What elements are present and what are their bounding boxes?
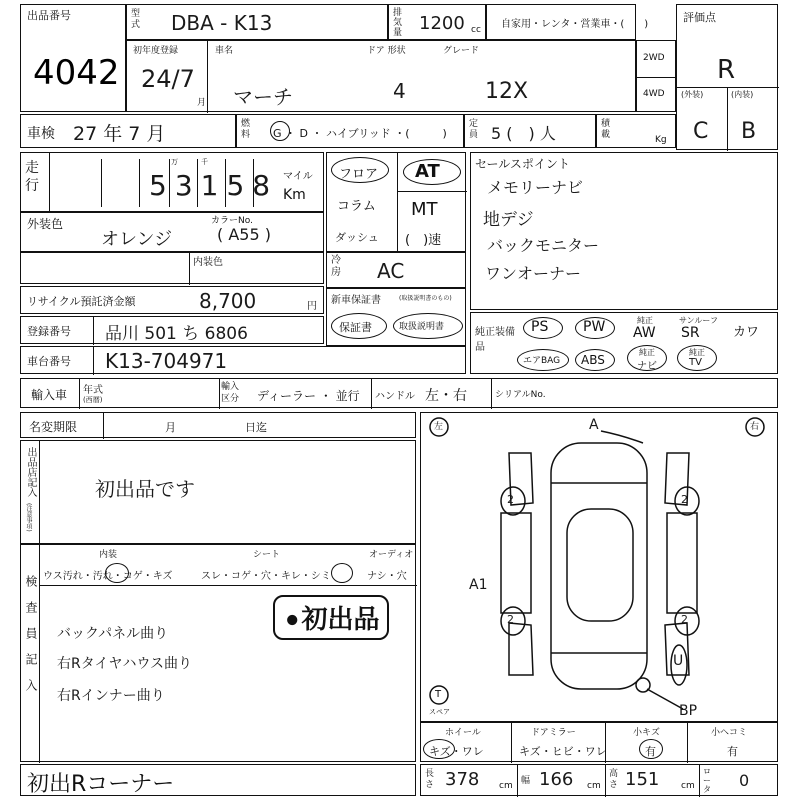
mileage-sen: 千	[201, 158, 208, 166]
column-label: コラム	[337, 199, 376, 214]
mt-label: MT	[411, 199, 438, 220]
car-diagram-box	[420, 412, 778, 722]
interior-options: ウス汚れ・汚れ・コゲ・キズ	[43, 571, 173, 582]
length-unit: cm	[499, 781, 513, 791]
chassis-value: K13-704971	[105, 349, 228, 373]
fuel-selected-circle	[270, 121, 290, 141]
usage-box	[486, 4, 649, 40]
warranty-label: 新車保証書	[331, 295, 381, 306]
mileage-label: 走行	[25, 160, 39, 194]
recycle-box	[20, 286, 324, 314]
mark-bp: BP	[679, 703, 698, 719]
evaluation-score: R	[717, 55, 736, 85]
warranty-box	[326, 288, 466, 346]
equip-pw: PW	[583, 319, 606, 335]
spec-box	[126, 40, 636, 112]
equip-airbag: エアBAG	[523, 356, 561, 366]
usage-value: 自家用・レンタ・営業車・( )	[501, 19, 649, 30]
length-value: 378	[445, 769, 480, 790]
speed-label: ( )速	[405, 233, 442, 248]
mileage-man: 万	[171, 158, 178, 166]
equipment-label: 純正装備品	[475, 327, 515, 353]
recycle-unit: 円	[307, 301, 317, 312]
ac-value: AC	[377, 259, 405, 283]
stamp-icon: ⚫	[283, 609, 302, 634]
displacement-value: 1200	[419, 13, 465, 34]
sales-points-box	[470, 152, 778, 310]
import-year-sub: (西暦)	[83, 396, 103, 404]
audio-options: ナシ・穴	[367, 571, 407, 582]
door-label: ドア 形状	[367, 46, 406, 56]
rotor-value: 0	[739, 771, 750, 790]
stamp-text: 初出品	[301, 605, 380, 635]
model-box	[126, 4, 388, 40]
mark-2-fl: 2	[507, 493, 514, 506]
shaken-value: 27 年 7 月	[73, 123, 166, 145]
equip-ps: PS	[531, 319, 549, 335]
recycle-value: 8,700	[199, 289, 257, 313]
dimensions-box	[420, 764, 778, 796]
remark-1: バックパネル曲り	[57, 626, 169, 642]
import-label: 輸入車	[31, 388, 68, 402]
color-no-label: カラーNo.	[211, 216, 253, 226]
interior-color-box	[20, 252, 324, 284]
car-diagram	[421, 413, 779, 723]
equip-abs: ABS	[581, 353, 605, 367]
diagram-right: 右	[750, 422, 760, 432]
fuel-options: G ・ D ・ ハイブリッド ・( )	[273, 127, 447, 140]
small-scratch-label: 小キズ	[633, 728, 660, 738]
exterior-score: C	[693, 119, 709, 144]
first-reg-month: 月	[197, 98, 207, 108]
mirror-options: キズ・ヒビ・ワレ	[519, 745, 607, 758]
warranty-cert: 保証書	[339, 321, 372, 334]
displacement-unit: cc	[471, 25, 481, 35]
equip-aw: AW	[633, 325, 656, 341]
small-scratch-value: 有	[645, 745, 656, 758]
color-box	[20, 212, 324, 252]
handle-label: ハンドル	[375, 391, 415, 402]
load-box	[596, 114, 676, 148]
first-listing-stamp	[273, 595, 389, 640]
chassis-label: 車台番号	[27, 355, 71, 368]
small-dent-label: 小ヘコミ	[711, 728, 748, 738]
chassis-box	[20, 346, 466, 374]
mark-a: A	[589, 417, 599, 433]
mileage-km-unit: Km	[283, 187, 306, 203]
capacity-value: 5 ( ) 人	[491, 124, 556, 143]
wheel-label: ホイール	[445, 728, 481, 738]
cat-audio: オーディオ	[369, 550, 414, 560]
equipment-box	[470, 312, 778, 374]
diagram-left: 左	[434, 422, 444, 432]
inspector-notes-box	[20, 544, 416, 762]
sales-point-4: ワンオーナー	[485, 264, 582, 283]
shaken-label: 車検	[27, 126, 55, 142]
cat-seat: シート	[253, 550, 281, 560]
spare-mark: T	[435, 689, 442, 700]
import-year-label: 年式	[83, 385, 103, 396]
mark-u: U	[673, 653, 684, 669]
remark-2: 右Rタイヤハウス曲り	[57, 656, 193, 672]
mark-2-rr: 2	[681, 613, 688, 626]
lot-number-label: 出品番号	[27, 9, 71, 22]
equip-aw-label: 純正	[637, 316, 653, 325]
equip-tv-label: 純正	[689, 348, 705, 357]
seat-options: スレ・コゲ・穴・キレ・シミ	[201, 571, 331, 582]
interior-dirt-circle	[105, 563, 129, 583]
equip-kawa: カワ	[733, 325, 760, 340]
color-no-value: ( A55 )	[217, 225, 271, 244]
interior-label: (内装)	[731, 90, 754, 99]
evaluation-label: 評価点	[683, 11, 716, 24]
corner-text: 初出Rコーナー	[27, 772, 175, 797]
sales-point-1: メモリーナビ	[487, 178, 584, 197]
load-label: 積載	[601, 119, 611, 140]
store-notes-box	[20, 440, 416, 544]
handle-value: 左・右	[425, 388, 467, 404]
displacement-label: 排気量	[393, 8, 403, 38]
recycle-label: リサイクル預託済金額	[27, 295, 136, 308]
mileage-mile-unit: マイル	[283, 171, 313, 182]
sales-point-2: 地デジ	[483, 210, 534, 230]
store-notes-sub: (注意事項)	[25, 503, 32, 532]
at-label: AT	[415, 161, 440, 182]
mark-2-rl: 2	[507, 613, 514, 626]
door-value: 4	[393, 79, 406, 103]
equip-sr: SR	[681, 325, 700, 341]
width-unit: cm	[587, 781, 601, 791]
spare-label: スペア	[429, 708, 450, 716]
meihen-box	[20, 412, 416, 438]
mark-2-fr: 2	[681, 493, 688, 506]
warranty-sub: (取扱説明書のもの)	[399, 295, 452, 302]
cat-interior: 内装	[99, 550, 118, 560]
equip-sr-label: サンルーフ	[679, 316, 718, 325]
fuel-box	[236, 114, 464, 148]
evaluation-box	[676, 4, 778, 150]
meihen-label: 名変期限	[29, 420, 78, 434]
serial-label: シリアルNo.	[495, 390, 546, 400]
displacement-box	[388, 4, 486, 40]
mirror-label: ドアミラー	[531, 728, 576, 738]
store-notes-text: 初出品です	[95, 477, 195, 501]
warranty-manual: 取扱説明書	[399, 322, 445, 332]
small-scratch-circle	[639, 739, 663, 759]
car-name-label: 車名	[215, 46, 234, 56]
interior-color-label: 内装色	[193, 257, 223, 268]
import-kubun-label: 輸入区分	[221, 382, 240, 404]
mileage-digits: 53158	[149, 169, 279, 202]
color-value: オレンジ	[101, 229, 173, 250]
grade-label: グレード	[443, 46, 480, 56]
fuel-label: 燃料	[241, 119, 251, 140]
defects-box	[420, 722, 778, 762]
height-unit: cm	[681, 781, 695, 791]
drive-2wd: 2WD	[643, 53, 665, 63]
seat-stain-circle	[331, 563, 353, 583]
model-label: 型式	[131, 9, 141, 30]
equip-tv: TV	[689, 357, 702, 368]
lot-number-box	[20, 4, 126, 112]
shaken-box	[20, 114, 236, 148]
inspector-label: 検査員記入	[24, 575, 38, 705]
import-box	[20, 378, 778, 408]
wheel-options: キズ・ワレ	[429, 745, 484, 758]
remark-3: 右Rインナー曲り	[57, 688, 165, 704]
grade-value: 12X	[485, 79, 529, 104]
equip-navi: ナビ	[637, 361, 657, 372]
sales-points-label: セールスポイント	[475, 157, 570, 171]
mark-a1: A1	[469, 577, 488, 593]
first-reg-label: 初年度登録	[133, 46, 179, 56]
mileage-box	[20, 152, 324, 212]
sales-point-3: バックモニター	[487, 236, 600, 255]
lot-number: 4042	[33, 53, 120, 93]
import-kubun-value: ディーラー ・ 並行	[257, 389, 360, 403]
small-dent-value: 有	[727, 745, 738, 758]
interior-score: B	[741, 119, 757, 144]
exterior-label: (外装)	[681, 90, 704, 99]
wheel-scratch-circle	[423, 739, 455, 759]
equip-navi-label: 純正	[639, 348, 655, 357]
dash-label: ダッシュ	[335, 231, 379, 244]
first-reg-value: 24/7	[141, 65, 195, 93]
color-label: 外装色	[27, 217, 64, 231]
width-value: 166	[539, 769, 574, 790]
registration-label: 登録番号	[27, 325, 71, 338]
capacity-box	[464, 114, 596, 148]
car-name-value: マーチ	[233, 85, 293, 109]
width-label: 幅	[521, 776, 531, 786]
ac-box	[326, 252, 466, 288]
load-unit: Kg	[655, 135, 667, 145]
meihen-month: 月	[165, 421, 176, 434]
registration-value: 品川 501 ち 6806	[105, 324, 248, 344]
drive-4wd: 4WD	[643, 89, 665, 99]
rotor-label: ロータ	[703, 767, 711, 794]
drive-box	[636, 40, 676, 112]
store-notes-label: 出品店記入	[25, 447, 36, 497]
length-label: 長さ	[425, 769, 435, 790]
height-label: 高さ	[609, 769, 619, 790]
meihen-day: 日迄	[245, 421, 267, 434]
corner-box	[20, 764, 416, 796]
height-value: 151	[625, 769, 660, 790]
model-value: DBA - K13	[171, 11, 273, 35]
floor-label: フロア	[339, 167, 379, 182]
ac-label: 冷房	[331, 255, 341, 278]
transmission-box	[326, 152, 466, 252]
capacity-label: 定員	[469, 119, 479, 140]
registration-box	[20, 316, 324, 344]
